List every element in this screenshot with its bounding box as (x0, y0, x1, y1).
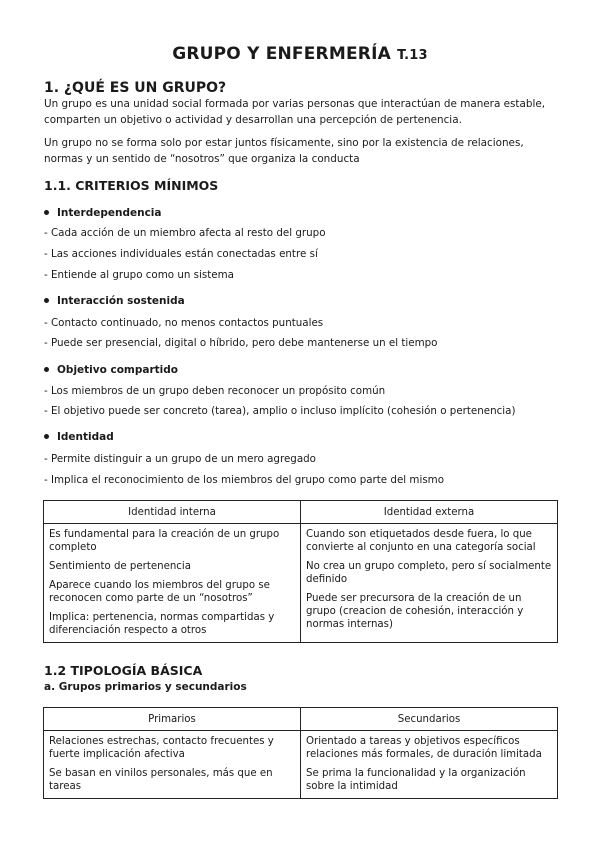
criterion-line: - Entiende al grupo como un sistema (44, 269, 234, 281)
criterion-title: Interdependencia (57, 207, 162, 219)
title-suffix: T.13 (397, 48, 428, 63)
table-header-row (44, 501, 558, 524)
table-header-cell: Secundarios (301, 708, 558, 731)
table-row (44, 524, 558, 643)
cell-paragraph: Se prima la funcionalidad y la organización sobre la intimidad (306, 768, 526, 792)
criterion-line: - Las acciones individuales están conectadas entre sí (44, 248, 318, 260)
table-header-cell: Identidad interna (44, 501, 301, 524)
cell-paragraph: Orientado a tareas y objetivos específicos relaciones más formales, de duración limitada (306, 736, 542, 760)
cell-paragraph: Relaciones estrechas, contacto frecuentes y fuerte implicación afectiva (49, 736, 274, 760)
criterion-line: - Contacto continuado, no menos contactos puntuales (44, 317, 324, 329)
document-title (0, 44, 600, 64)
cell-paragraph: No crea un grupo completo, pero sí socialmente definido (306, 561, 552, 585)
cell-paragraph: Cuando son etiquetados desde fuera, lo que convierte al conjunto en una categoría social (306, 529, 536, 553)
criterion-line: - Puede ser presencial, digital o híbrido, pero debe mantenerse un el tiempo (44, 337, 438, 349)
bullet-dot (44, 434, 49, 439)
cell-paragraph: Aparece cuando los miembros del grupo se reconocen como parte de un “nosotros” (49, 580, 270, 604)
cell-paragraph: Es fundamental para la creación de un grupo completo (49, 529, 280, 553)
table-header-cell: Primarios (44, 708, 301, 731)
cell-paragraph: Sentimiento de pertenencia (49, 561, 191, 572)
section-1-1-heading: 1.1. CRITERIOS MÍNIMOS (44, 178, 219, 193)
section-1-2-subheading: a. Grupos primarios y secundarios (44, 681, 247, 693)
title-text: GRUPO Y ENFERMERÍA (172, 44, 391, 64)
criterion-interaccion (44, 295, 185, 307)
criterion-interdependencia (44, 207, 161, 219)
section-1-paragraph-1: Un grupo es una unidad social formada por varias personas que interactúan de manera estable, comparten un objetivo o actividad y desarrollan una percepción de pertenencia. (44, 98, 546, 126)
identity-table (43, 500, 558, 643)
cell-paragraph: Implica: pertenencia, normas compartidas y diferenciación respecto a otros (49, 612, 275, 636)
criterion-title: Interacción sostenida (57, 295, 185, 307)
table-header-cell: Identidad externa (301, 501, 558, 524)
criterion-line: - Cada acción de un miembro afecta al resto del grupo (44, 227, 326, 239)
table-cell-internal (44, 524, 301, 643)
table-cell-primary (44, 731, 301, 799)
bullet-dot (44, 210, 49, 215)
table-cell-external (301, 524, 558, 643)
criterion-line: - El objetivo puede ser concreto (tarea), amplio o incluso implícito (cohesión o pertenencia) (44, 405, 516, 417)
criterion-line: - Los miembros de un grupo deben reconocer un propósito común (44, 385, 386, 397)
criterion-title: Identidad (57, 431, 114, 443)
cell-paragraph: Se basan en vinilos personales, más que en tareas (49, 768, 273, 792)
types-table (43, 707, 558, 799)
criterion-line: - Permite distinguir a un grupo de un mero agregado (44, 453, 316, 465)
cell-paragraph: Puede ser precursora de la creación de un grupo (creacion de cohesión, interacción y normas internas) (306, 593, 524, 630)
criterion-identidad (44, 431, 114, 443)
criterion-title: Objetivo compartido (57, 364, 179, 376)
bullet-dot (44, 298, 49, 303)
section-1-paragraph-2: Un grupo no se forma solo por estar juntos físicamente, sino por la existencia de relaciones, normas y un sentido de “nosotros” que organiza la conducta (44, 137, 524, 165)
section-1-heading: 1. ¿QUÉ ES UN GRUPO? (44, 80, 227, 96)
table-row (44, 731, 558, 799)
table-cell-secondary (301, 731, 558, 799)
section-1-2-heading: 1.2 TIPOLOGÍA BÁSICA (44, 663, 203, 678)
table-header-row (44, 708, 558, 731)
bullet-dot (44, 367, 49, 372)
criterion-objetivo (44, 364, 178, 376)
criterion-line: - Implica el reconocimiento de los miembros del grupo como parte del mismo (44, 474, 445, 486)
